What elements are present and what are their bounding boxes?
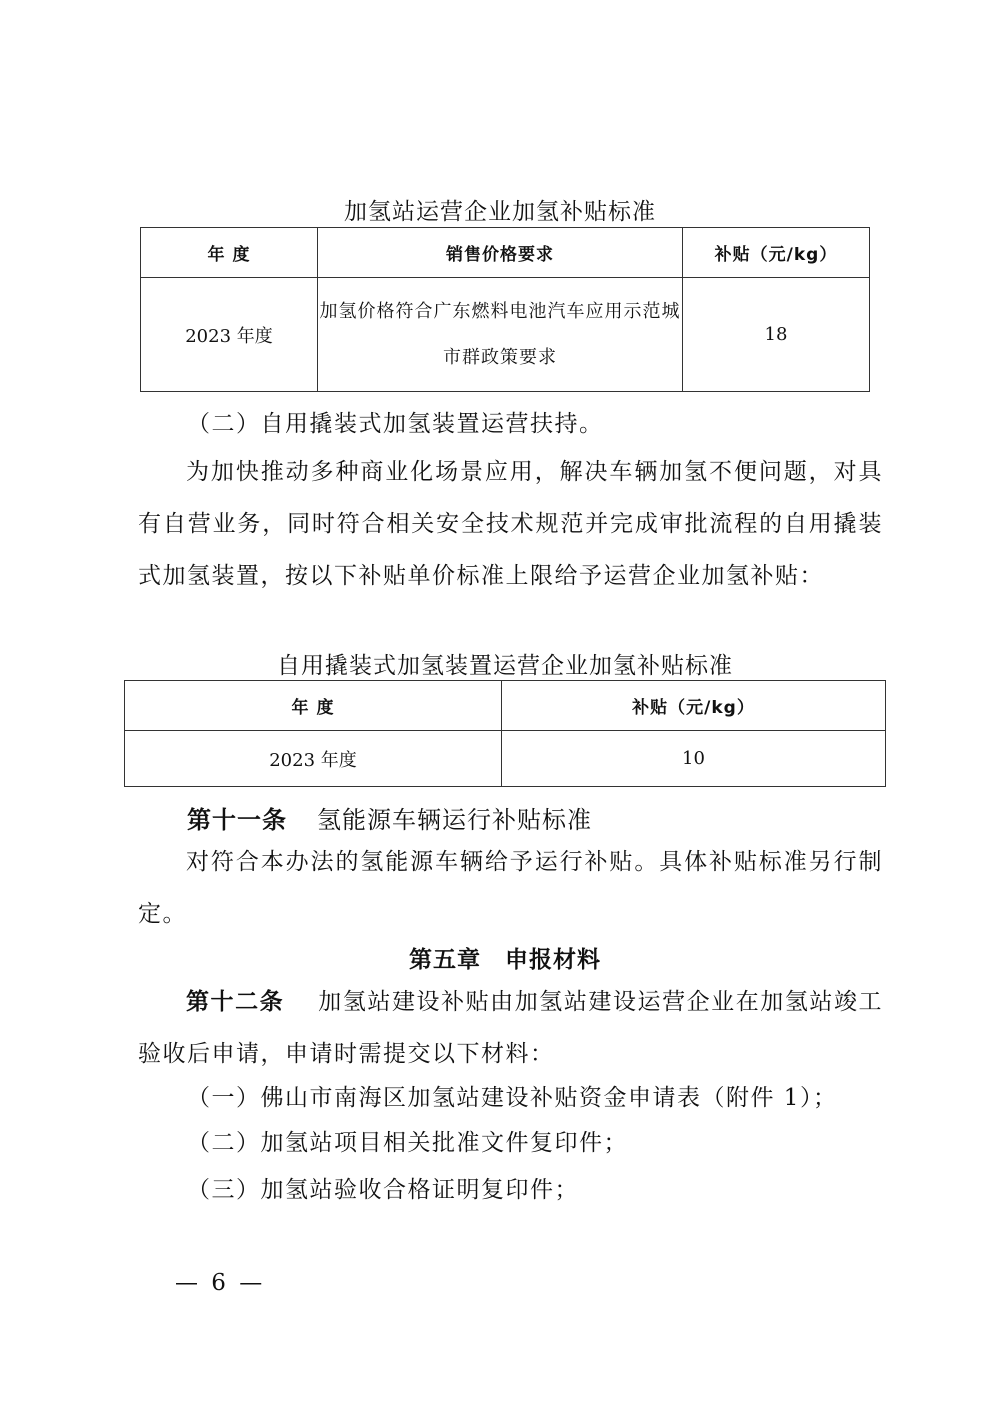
table2-title: 自用撬装式加氢装置运营企业加氢补贴标准: [277, 653, 733, 679]
chapter-title: 第五章 申报材料: [409, 947, 601, 973]
table2-cell-subsidy: 10: [502, 731, 886, 787]
section2-heading: （二）自用撬装式加氢装置运营扶持。: [187, 411, 604, 437]
page-number: — 6 —: [175, 1270, 266, 1296]
table1-cell-subsidy: 18: [683, 278, 870, 392]
table1-header-row: [141, 228, 870, 278]
article12: [138, 976, 883, 1080]
table2-header-year: 年 度: [125, 681, 502, 731]
section2-body: 为加快推动多种商业化场景应用，解决车辆加氢不便问题，对具有自营业务，同时符合相关安全技术规范并完成审批流程的自用撬装式加氢装置，按以下补贴单价标准上限给予运营企业加氢补贴：: [138, 459, 883, 589]
table1-cell-year: 2023 年度: [141, 278, 318, 392]
article11-body: 对符合本办法的氢能源车辆给予运行补贴。具体补贴标准另行制定。: [138, 849, 883, 927]
list-item: （三）加氢站验收合格证明复印件；: [187, 1177, 579, 1203]
table2-header-subsidy: 补贴（元/kg）: [502, 681, 886, 731]
article12-body: 加氢站建设补贴由加氢站建设运营企业在加氢站竣工验收后申请，申请时需提交以下材料：: [138, 989, 884, 1067]
table1-header-requirement: 销售价格要求: [318, 228, 683, 278]
table1-header-year: 年 度: [141, 228, 318, 278]
table-row: [125, 731, 886, 787]
table2: [124, 680, 886, 787]
article12-label: 第十二条: [186, 989, 285, 1015]
table1-header-subsidy: 补贴（元/kg）: [683, 228, 870, 278]
table2-header-row: [125, 681, 886, 731]
article11-title: 氢能源车辆运行补贴标准: [317, 806, 592, 834]
table2-cell-year: 2023 年度: [125, 731, 502, 787]
article11-label: 第十一条: [187, 806, 287, 834]
article11-heading: [187, 800, 592, 835]
table-row: [141, 278, 870, 392]
table1: [140, 227, 870, 392]
list-item: （二）加氢站项目相关批准文件复印件；: [187, 1130, 628, 1156]
table1-cell-requirement: 加氢价格符合广东燃料电池汽车应用示范城市群政策要求: [318, 278, 683, 392]
table1-title: 加氢站运营企业加氢补贴标准: [344, 199, 656, 225]
list-item: （一）佛山市南海区加氢站建设补贴资金申请表（附件 1）；: [187, 1085, 838, 1111]
